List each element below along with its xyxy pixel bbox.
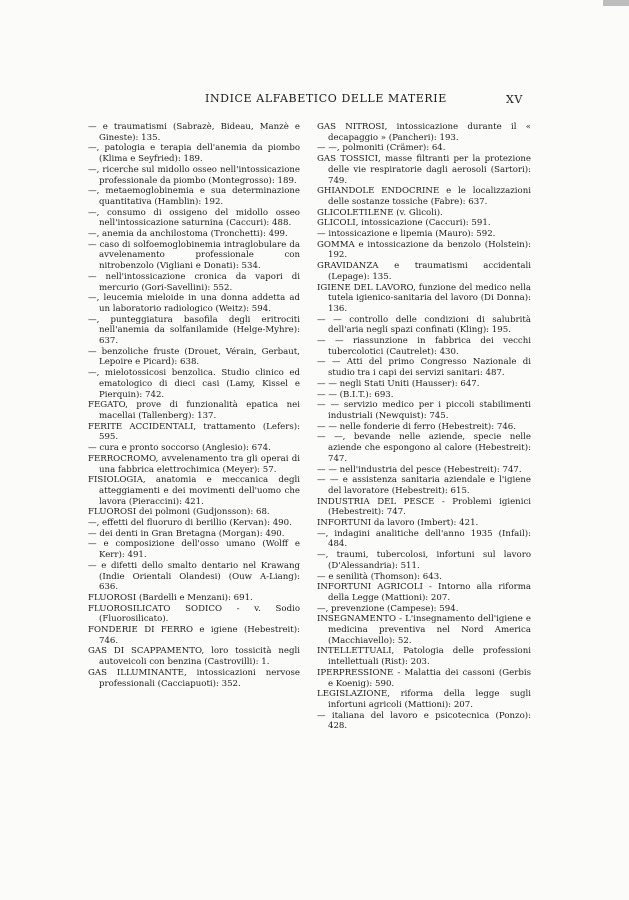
index-entry: FLUOROSI (Bardelli e Menzani): 691. [88, 592, 253, 603]
index-entry: INSEGNAMENTO - L'insegnamento dell'igiene e medicina preventiva nel Nord America (Macchiavello): 52. [317, 614, 531, 646]
index-entry: GOMMA e intossicazione da benzolo (Holstein): 192. [317, 239, 531, 261]
index-entry: — —, bevande nelle aziende, specie nelle aziende che espongono al calore (Hebestreit): 747. [317, 432, 531, 464]
index-entry: INDUSTRIA DEL PESCE - Problemi igienici (Hebestreit): 747. [317, 496, 531, 518]
index-column-right [317, 122, 531, 732]
index-entry: —, metaemoglobinemia e sua determinazione quantitativa (Hamblin): 192. [88, 186, 300, 207]
index-entry: FISIOLOGIA, anatomia e meccanica degli atteggiamenti e dei movimenti dell'uomo che lavora (Pieraccini): 421. [88, 475, 300, 507]
index-entry: — — riassunzione in fabbrica dei vecchi tubercolotici (Cautrelet): 430. [317, 336, 531, 357]
index-entry: — — negli Stati Uniti (Hausser): 647. [317, 378, 480, 389]
index-entry: —, prevenzione (Campese): 594. [317, 603, 459, 614]
index-entry: GAS DI SCAPPAMENTO, loro tossicità negli autoveicoli con benzina (Castrovilli): 1. [88, 646, 300, 668]
index-entry: — — servizio medico per i piccoli stabilimenti industriali (Newquist): 745. [317, 400, 531, 421]
index-entry: — benzoliche fruste (Drouet, Vérain, Gerbaut, Lepoire e Picard): 638. [88, 346, 300, 368]
index-entry: FERROCROMO, avvelenamento tra gli operai di una fabbrica elettrochimica (Meyer): 57. [88, 453, 300, 475]
index-entry: — — nell'industria del pesce (Hebestreit): 747. [317, 464, 522, 475]
page-number: XV [506, 93, 523, 106]
index-entry: —, leucemia mieloide in una donna addetta ad un laboratorio radiologico (Weitz): 594. [88, 293, 300, 314]
index-entry: INFORTUNI AGRICOLI - Intorno alla riforma della Legge (Mattioni): 207. [317, 582, 531, 603]
index-entry: — e senilità (Thomson): 643. [317, 571, 442, 582]
index-entry: — nell'intossicazione cronica da vapori di mercurio (Gori-Savellini): 552. [88, 271, 300, 293]
index-entry: GAS ILLUMINANTE, intossicazioni nervose professionali (Cacciapuoti): 352. [88, 667, 300, 689]
scan-edge-mark [603, 0, 629, 6]
index-entry: —, anemia da anchilostoma (Tronchetti): 499. [88, 229, 288, 240]
index-entry: FERITE ACCIDENTALI, trattamento (Lefers): 595. [88, 421, 300, 443]
index-entry: — e composizione dell'osso umano (Wolff e Kerr): 491. [88, 539, 300, 561]
index-entry: GAS NITROSI, intossicazione durante il « decapaggio » (Pancheri): 193. [317, 122, 531, 143]
index-entry: FLUOROSILICATO SODICO - v. Sodio (Fluorosilicato). [88, 603, 300, 625]
index-entry: IPERPRESSIONE - Malattia dei cassoni (Gerbis e Koenig): 590. [317, 667, 531, 689]
index-column-left [88, 122, 300, 689]
index-entry: — dei denti in Gran Bretagna (Morgan): 490. [88, 528, 285, 539]
index-entry: INTELLETTUALI, Patologia delle professioni intellettuali (Rist): 203. [317, 646, 531, 668]
index-entry: — e difetti dello smalto dentario nel Krawang (Indie Orientali Olandesi) (Ouw A-Liang): 636. [88, 560, 300, 593]
index-entry: —, mielotossicosi benzolica. Studio clinico ed ematologico di dieci casi (Lamy, Kissel e Pierquin): 742. [88, 368, 300, 400]
index-entry: — —, polmoniti (Crämer): 64. [317, 143, 446, 154]
index-entry: — — controllo delle condizioni di salubrità dell'aria negli spazi confinati (Kling): 195. [317, 314, 531, 336]
index-entry: LEGISLAZIONE, riforma della legge sugli infortuni agricoli (Mattioni): 207. [317, 689, 531, 710]
index-entry: GRAVIDANZA e traumatismi accidentali (Lepage): 135. [317, 261, 531, 282]
index-entry: — — (B.I.T.): 693. [317, 389, 394, 400]
index-entry: GHIANDOLE ENDOCRINE e le localizzazioni delle sostanze tossiche (Fabre): 637. [317, 186, 531, 207]
index-entry: GLICOLETILENE (v. Glicoli). [317, 207, 443, 218]
index-entry: — — nelle fonderie di ferro (Hebestreit): 746. [317, 421, 516, 432]
index-entry: —, patologia e terapia dell'anemia da piombo (Klima e Seyfried): 189. [88, 143, 300, 165]
page-title: INDICE ALFABETICO DELLE MATERIE [205, 92, 447, 105]
index-entry: — italiana del lavoro e psicotecnica (Ponzo): 428. [317, 710, 531, 732]
index-entry: —, consumo di ossigeno del midollo osseo nell'intossicazione saturnina (Caccuri): 488. [88, 207, 300, 229]
index-entry: — caso di solfoemoglobinemia intraglobulare da avvelenamento professionale con nitrobenzolo (Vigliani e Donati): 534. [88, 239, 300, 272]
index-entry: —, effetti del fluoruro di berillio (Kervan): 490. [88, 518, 292, 529]
index-entry: —, indagini analitiche dell'anno 1935 (Infail): 484. [317, 528, 531, 550]
index-entry: — — e assistenza sanitaria aziendale e l'igiene del lavoratore (Hebestreit): 615. [317, 475, 531, 496]
index-entry: FONDERIE DI FERRO e igiene (Hebestreit): 746. [88, 625, 300, 646]
index-entry: INFORTUNI da lavoro (Imbert): 421. [317, 518, 479, 529]
index-entry: —, punteggiatura basofila degli eritrociti nell'anemia da solfanilamide (Helge-Myhre): 637. [88, 314, 300, 347]
index-entry: — intossicazione e lipemia (Mauro): 592. [317, 229, 496, 240]
index-entry: — e traumatismi (Sabrazè, Bideau, Manzè e Gineste): 135. [88, 122, 300, 143]
index-entry: FEGATO, prove di funzionalità epatica nei macellai (Tallenberg): 137. [88, 400, 300, 421]
index-entry: FLUOROSI dei polmoni (Gudjonsson): 68. [88, 507, 270, 518]
index-entry: —, traumi, tubercolosi, infortuni sul lavoro (D'Alessandria): 511. [317, 550, 531, 571]
index-entry: —, ricerche sul midollo osseo nell'intossicazione professionale da piombo (Montegrosso): 189. [88, 164, 300, 186]
index-entry: — — Atti del primo Congresso Nazionale di studio tra i capi dei servizi sanitari: 487. [317, 357, 531, 379]
index-entry: GAS TOSSICI, masse filtranti per la protezione delle vie respiratorie dagli aerosoli (Sartori): 749. [317, 154, 531, 186]
index-entry: — cura e pronto soccorso (Anglesio): 674. [88, 443, 271, 454]
index-entry: GLICOLI, intossicazione (Caccuri): 591. [317, 218, 491, 229]
index-entry: IGIENE DEL LAVORO, funzione del medico nella tutela igienico-sanitaria del lavoro (Di Donna): 136. [317, 282, 531, 314]
